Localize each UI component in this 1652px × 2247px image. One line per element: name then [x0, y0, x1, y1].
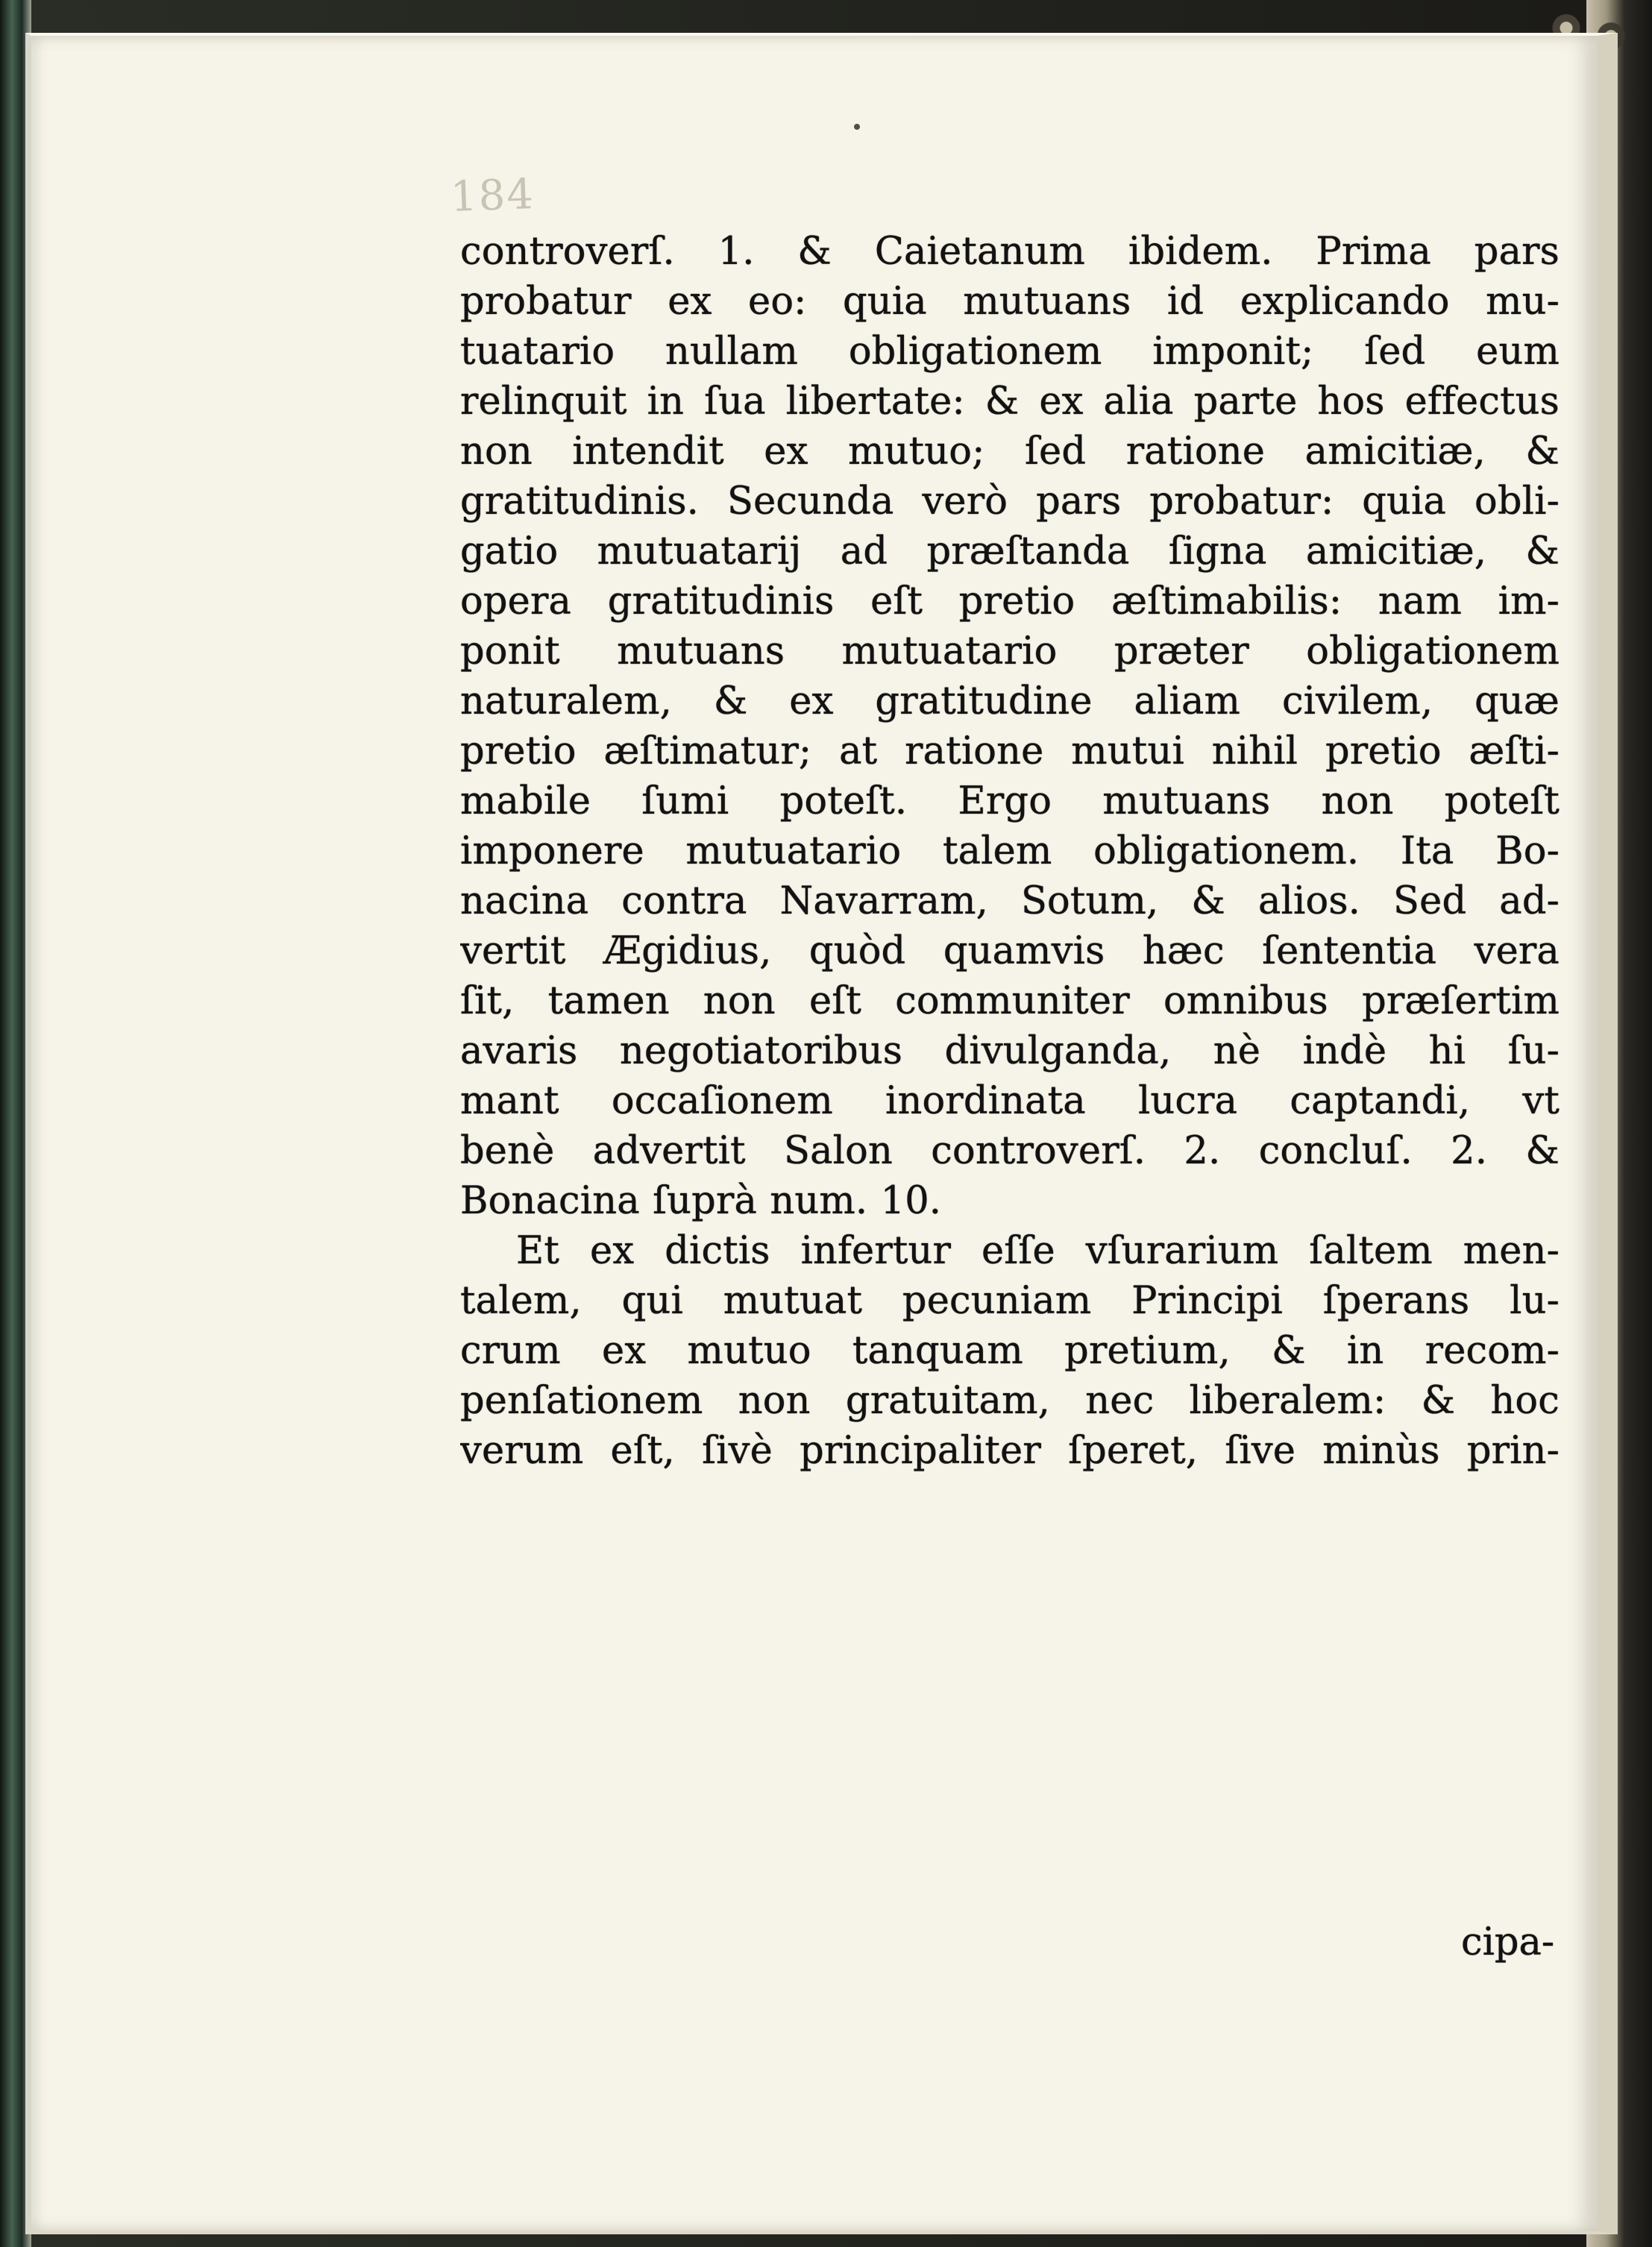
text-line: nacina contra Navarram, Sotum, & alios. Sed ad-	[460, 879, 1560, 923]
text-line: imponere mutuatario talem obligationem. Ita Bo-	[460, 829, 1560, 873]
text-line: mabile ſumi poteſt. Ergo mutuans non poteſt	[460, 779, 1560, 823]
text-line: penſationem non gratuitam, nec liberalem: & hoc	[460, 1379, 1560, 1423]
text-line: ſit, tamen non eſt communiter omnibus præſertim	[460, 979, 1560, 1023]
text-line: gratitudinis. Secunda verò pars probatur: quia obli-	[460, 480, 1560, 524]
text-line: probatur ex eo: quia mutuans id explicando mu-	[460, 280, 1560, 324]
paragraph-start-line: Et ex dictis infertur eſſe vſurarium ſaltem men-	[516, 1229, 1560, 1273]
text-line: pretio æſtimatur; at ratione mutui nihil pretio æſti-	[460, 729, 1560, 773]
book-page	[25, 33, 1618, 2234]
text-line: tuatario nullam obligationem imponit; ſed eum	[460, 330, 1560, 374]
latin-text-block	[460, 227, 1560, 1476]
text-line: ponit mutuans mutuatario præter obligationem	[460, 629, 1560, 673]
text-line: relinquit in ſua libertate: & ex alia parte hos effectus	[460, 380, 1560, 424]
text-line: opera gratitudinis eſt pretio æſtimabilis: nam im-	[460, 579, 1560, 623]
text-line: mant occaſionem inordinata lucra captandi, vt	[460, 1079, 1560, 1123]
text-line: controverſ. 1. & Caietanum ibidem. Prima pars	[460, 230, 1560, 274]
text-line: talem, qui mutuat pecuniam Principi ſperans lu-	[460, 1279, 1560, 1323]
text-line: vertit Ægidius, quòd quamvis hæc ſententia vera	[460, 929, 1560, 973]
text-line: naturalem, & ex gratitudine aliam civilem, quæ	[460, 679, 1560, 723]
text-line: crum ex mutuo tanquam pretium, & in recom-	[460, 1329, 1560, 1373]
text-line: gatio mutuatarij ad præſtanda ſigna amicitiæ, &	[460, 529, 1560, 573]
text-line: benè advertit Salon controverſ. 2. concluſ. 2. &	[460, 1129, 1560, 1173]
page-number: 184	[449, 170, 536, 221]
catchword: cipa-	[1461, 1920, 1555, 1964]
text-line: Bonacina ſuprà num. 10.	[460, 1179, 942, 1223]
ink-speck	[854, 124, 860, 130]
text-line: non intendit ex mutuo; ſed ratione amicitiæ, &	[460, 430, 1560, 474]
text-line: verum eſt, ſivè principaliter ſperet, ſive minùs prin-	[460, 1429, 1560, 1473]
text-line: avaris negotiatoribus divulganda, nè indè hi ſu-	[460, 1029, 1560, 1073]
